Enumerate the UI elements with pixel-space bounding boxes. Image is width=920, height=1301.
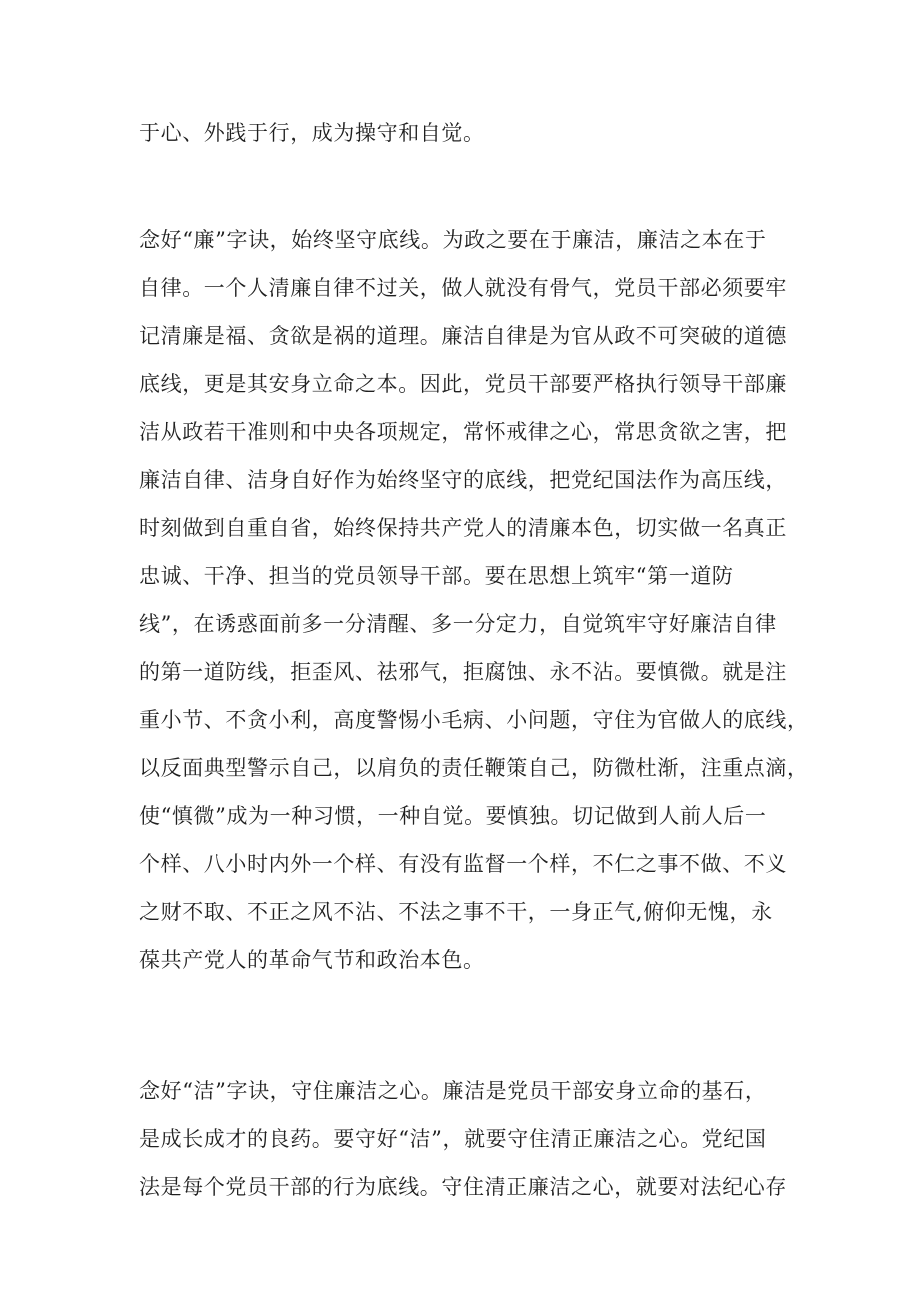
text-line: 个样、八小时内外一个样、有没有监督一个样，不仁之事不做、不义 <box>139 852 787 876</box>
text-line: 是成长成才的良药。要守好“洁”，就要守住清正廉洁之心。党纪国 <box>139 1127 767 1151</box>
text-line: 念好“廉”字诀，始终坚守底线。为政之要在于廉洁，廉洁之本在于 <box>139 228 767 252</box>
text-line: 忠诚、干净、担当的党员领导干部。要在思想上筑牢“第一道防 <box>139 564 734 588</box>
text-line: 于心、外践于行，成为操守和自觉。 <box>139 121 485 145</box>
text-line: 葆共产党人的革命气节和政治本色。 <box>139 948 485 972</box>
text-line: 重小节、不贪小利，高度警惕小毛病、小问题，守住为官做人的底线， <box>139 708 809 732</box>
text-line: 廉洁自律、洁身自好作为始终坚守的底线，把党纪国法作为高压线， <box>139 468 787 492</box>
text-line: 念好“洁”字诀，守住廉洁之心。廉洁是党员干部安身立命的基石， <box>139 1079 767 1103</box>
text-line: 自律。一个人清廉自律不过关，做人就没有骨气，党员干部必须要牢 <box>139 276 787 300</box>
text-line: 时刻做到自重自省，始终保持共产党人的清廉本色，切实做一名真正 <box>139 516 787 540</box>
text-line: 记清廉是福、贪欲是祸的道理。廉洁自律是为官从政不可突破的道德 <box>139 324 787 348</box>
text-line: 之财不取、不正之风不沾、不法之事不干，一身正气,俯仰无愧，永 <box>139 900 773 924</box>
text-line: 的第一道防线，拒歪风、祛邪气，拒腐蚀、永不沾。要慎微。就是注 <box>139 660 787 684</box>
text-line: 使“慎微”成为一种习惯，一种自觉。要慎独。切记做到人前人后一 <box>139 804 767 828</box>
text-line: 洁从政若干准则和中央各项规定，常怀戒律之心，常思贪欲之害，把 <box>139 420 787 444</box>
text-line: 底线，更是其安身立命之本。因此，党员干部要严格执行领导干部廉 <box>139 372 787 396</box>
text-line: 以反面典型警示自己，以肩负的责任鞭策自己，防微杜渐，注重点滴， <box>139 756 809 780</box>
text-line: 线”，在诱惑面前多一分清醒、多一分定力，自觉筑牢守好廉洁自律 <box>139 612 777 636</box>
text-line: 法是每个党员干部的行为底线。守住清正廉洁之心，就要对法纪心存 <box>139 1175 787 1199</box>
